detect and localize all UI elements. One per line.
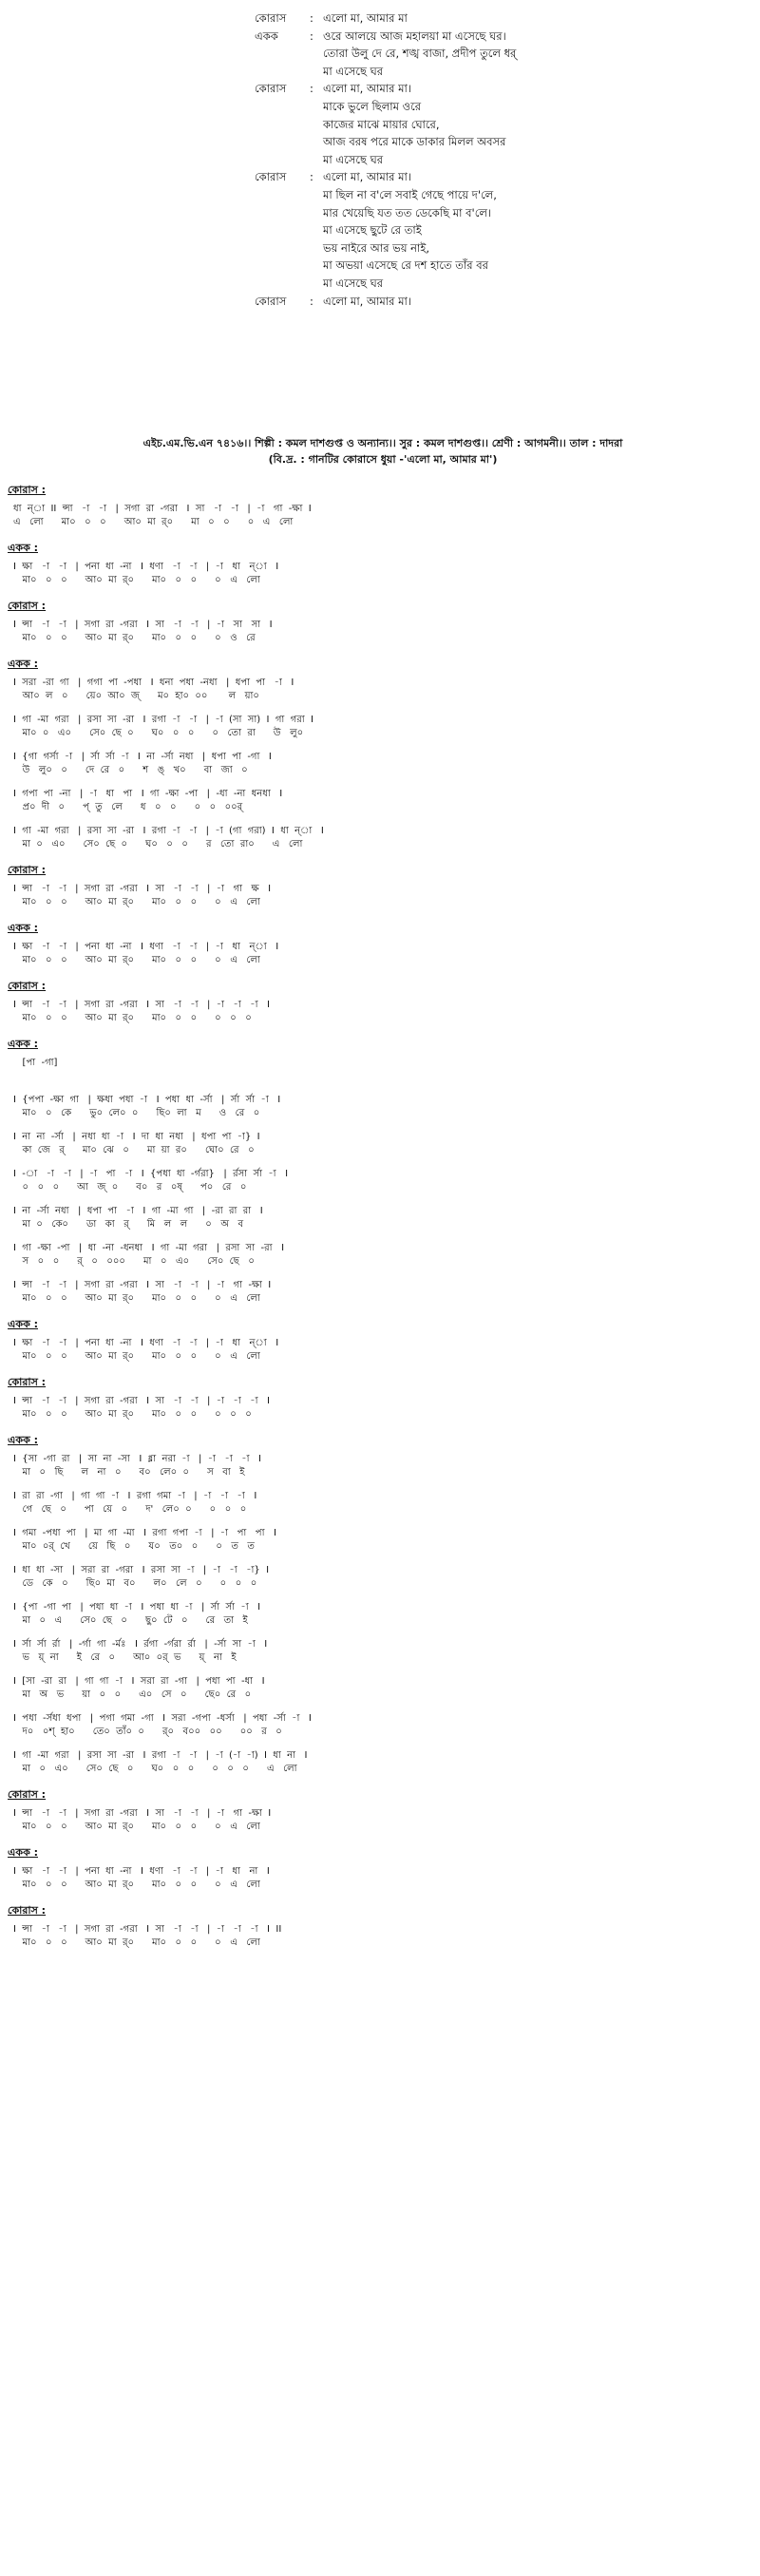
notation-section: [0, 599, 760, 645]
lyrics-separator: :: [310, 11, 314, 25]
swara-line: I {গা গর্সা -া | র্সা র্সা -া I না -র্সা নধা | ধপা পা -গা I: [13, 752, 272, 762]
notation-row: [13, 713, 745, 740]
notation-row: [13, 1864, 745, 1892]
notation-row: [13, 1526, 745, 1554]
notation-row: [13, 1452, 745, 1479]
lyrics-lines: [323, 80, 730, 168]
swara-line: I ন্সা -া -া | সগা রা -গরা I সা -া -া | -া গা -ক্ষা I: [13, 1280, 272, 1290]
section-label: একক :: [8, 922, 38, 934]
notation-row: [13, 1204, 745, 1231]
swara-line: I গা -মা গরা | রসা সা -রা I রগা -া -া | -া (-া -া) I ধা না I: [13, 1750, 308, 1761]
swara-line: I {সা -গা রা | সা না -সা I ধ্না নরা -া | -া -া -া I: [13, 1454, 261, 1464]
swara-line: I ক্ষা -া -া | পনা ধা -না I ধণা -া -া | -া ধা ন্া I: [13, 562, 279, 572]
lyric-syllable-line: মা০ ০ ০ আ০ মা র্‌০ মা০ ০ ০ ০ এ লো: [13, 1937, 260, 1948]
notation-sections: [0, 483, 760, 1961]
section-label: একক :: [8, 658, 38, 670]
lyrics-line: ভয় নাইরে আর ভয় নাই,: [323, 240, 430, 255]
lyric-syllable-line: কা জে র্‌ মা০ ঝে ০ মা য়া র০ ঘো০ রে ০: [13, 1145, 255, 1155]
lyrics-line: এলো মা, আমার মা।: [323, 170, 411, 184]
section-label: কোরাস :: [8, 980, 47, 992]
notation-row: [13, 1806, 745, 1834]
lyrics-stanza: [255, 293, 730, 311]
notation-section: [0, 921, 760, 967]
notation-section: [0, 1903, 760, 1950]
lyric-syllable-line: স ০ ০ র্‌ ০ ০০০ মা ০ এ০ সে০ ছে ০: [13, 1256, 255, 1267]
lyrics-separator: :: [310, 294, 314, 308]
lyrics-stanza: [255, 80, 730, 168]
notation-row: [13, 1489, 745, 1517]
swara-line: I গা -ক্ষা -পা | ধা -না -ধনধা I গা -মা গরা | রসা সা -রা I: [13, 1243, 285, 1253]
lyric-syllable-line: মা০ ০ ০ আ০ মা র্‌০ মা০ ০ ০ ০ ০ ০: [13, 1013, 252, 1023]
swara-line: I র্সা র্সা র্রা | -র্গা গা -র্মঃ I র্রগা -র্গরা র্রা | -র্সা সা -া I: [13, 1639, 268, 1650]
lyrics-role: কোরাস: [255, 11, 287, 25]
lyric-syllable-line: মা০ ০র্‌ খে য়ে ছি ০ য০ ত০ ০ ০ ত ত: [13, 1541, 255, 1552]
lyrics-line: মা এসেছে ঘর: [323, 276, 384, 290]
swara-line: I গপা পা -না | -া ধা পা I গা -ক্ষা -পা | -ধা -না ধনধা I: [13, 789, 283, 799]
notation-row: [13, 1093, 745, 1120]
lyrics-line: কাজের মাঝে মায়ার ঘোরে,: [323, 117, 440, 131]
lyric-syllable-line: ০ ০ ০ আ জ্‌ ০ ব০ র ০ষ্‌ প০ রে ০: [13, 1182, 247, 1193]
section-label: একক :: [8, 1434, 38, 1446]
notation-section: [0, 1317, 760, 1364]
lyrics-line: তোরা উলু দে রে, শঙ্খ বাজা, প্রদীপ তুলে ধর্‌: [323, 47, 517, 61]
lyrics-separator: :: [310, 29, 314, 43]
lyric-syllable-line: গে ছে ০ পা য়ে ০ দ' লে০ ০ ০ ০ ০: [13, 1504, 247, 1515]
lyric-syllable-line: মা০ ০ ০ আ০ মা র্‌০ মা০ ০ ০ ০ এ লো: [13, 1880, 260, 1890]
swara-line: I ন্সা -া -া | সগা রা -গরা I সা -া -া | -া গা -ক্ষা I: [13, 1808, 272, 1819]
swara-line: I সরা -রা গা | গগা পা -পধা I ধনা পধা -নধা | ধপা পা -া I: [13, 677, 294, 688]
notation-section: [0, 657, 760, 851]
swara-line: I ক্ষা -া -া | পনা ধা -না I ধণা -া -া | -া ধা ন্া I: [13, 1338, 279, 1348]
lyrics-role: কোরাস: [255, 82, 287, 96]
notation-section: [0, 1433, 760, 1776]
song-note-line: (বি.দ্র. : গানটির কোরাসে ধুয়া -'এলো মা, আমার মা'): [268, 453, 498, 466]
lyrics-line: এলো মা, আমার মা।: [323, 82, 411, 96]
notation-section: [0, 1787, 760, 1834]
notation-section: [0, 541, 760, 587]
notation-section: [0, 483, 760, 529]
swara-line: I গা -মা গরা | রসা সা -রা I রগা -া -া | -া (সা সা) I গা গরা I: [13, 715, 314, 725]
lyrics-line: মা এসেছে ঘর: [323, 152, 384, 166]
lyric-syllable-line: মা০ ০ ০ আ০ মা র্‌০ মা০ ০ ০ ০ এ লো: [13, 897, 260, 907]
lyrics-stanza: [255, 168, 730, 292]
lyric-syllable-line: মা০ ০ ০ আ০ মা র্‌০ মা০ ০ ০ ০ ও রে: [13, 633, 256, 643]
song-meta-line: এইচ.এম.ভি.এন ৭৪১৬।। শিল্পী : কমল দাশগুপ্ত ও অন্যান্য।। সুর : কমল দাশগুপ্ত।। শ্রেণী : আগমনী।। তাল : দাদরা: [142, 437, 623, 449]
lyrics-line: মা ছিল না ব'লে সবাই গেছে পায়ে দ'লে,: [323, 187, 497, 201]
notation-row: [13, 1167, 745, 1194]
lyric-syllable-line: মা০ ০ ০ আ০ মা র্‌০ মা০ ০ ০ ০ ০ ০: [13, 1409, 252, 1420]
lyrics-line: মা অভয়া এসেছে রে দশ হাতে তাঁর বর: [323, 258, 488, 273]
notation-row: [13, 1637, 745, 1665]
notation-row: [13, 1922, 745, 1950]
lyric-syllable-line: মা০ ০ কে ভু০ লে০ ০ ছি০ লা ম ও রে ০: [13, 1108, 260, 1118]
swara-line: [পা -গা]: [13, 1058, 58, 1068]
lyrics-line: মা এসেছে ঘর: [323, 64, 384, 78]
swara-line: I {পা -গা পা | পধা ধা -া I পধা ধা -া | র্সা র্সা -া I: [13, 1602, 261, 1612]
notation-row: [13, 618, 745, 645]
notation-row: [13, 1056, 745, 1083]
lyric-syllable-line: [13, 1070, 745, 1083]
lyric-syllable-line: মা ০ কে০ ডা কা র্‌ মি ল ল ০ অ ব: [13, 1219, 244, 1230]
swara-line: I ন্সা -া -া | সগা রা -গরা I সা -া -া | -া -া -া I II: [13, 1924, 282, 1935]
section-label: কোরাস :: [8, 864, 47, 876]
lyrics-line: মাকে ভুলে ছিলাম ওরে: [323, 99, 422, 113]
notation-row: [13, 1748, 745, 1776]
section-label: একক :: [8, 1318, 38, 1330]
lyric-syllable-line: মা ০ ছি ল না ০ ব০ লে০ ০ স বা ই: [13, 1467, 245, 1478]
lyrics-lines: [323, 293, 730, 311]
swara-line: I গমা -পধা পা | মা গা -মা I রগা গপা -া | -া পা পা I: [13, 1528, 276, 1538]
lyric-syllable-line: মা ০ এ সে০ ছে ০ ছু০ টে ০ রে তা ই: [13, 1615, 248, 1626]
lyrics-separator: :: [310, 170, 314, 184]
notation-row: [13, 824, 745, 851]
swara-line: I {পপা -ক্ষা গা | ক্ষধা পধা -া I পধা ধা -র্সা | র্সা র্সা -া I: [13, 1095, 281, 1105]
lyrics-block: [255, 10, 730, 310]
section-label: একক :: [8, 542, 38, 554]
lyric-syllable-line: মা ০ এ০ সে০ ছে ০ ঘ০ ০ ০ র তো রা০ এ লো: [13, 839, 303, 849]
section-label: কোরাস :: [8, 1788, 47, 1801]
notation-row: [13, 1711, 745, 1739]
swara-line: I ন্সা -া -া | সগা রা -গরা I সা -া -া | -া সা সা I: [13, 620, 273, 630]
swara-line: I গা -মা গরা | রসা সা -রা I রগা -া -া | -া (গা গরা) I ধা ন্া I: [13, 826, 324, 836]
lyric-syllable-line: উ লু০ ০ দে রে ০ শ ঙ্‌ খ০ বা জা ০: [13, 765, 248, 775]
lyrics-line: এলো মা, আমার মা: [323, 11, 408, 25]
lyrics-stanza: [255, 10, 730, 28]
lyrics-lines: [323, 28, 730, 81]
lyric-syllable-line: দ০ ০শ্‌ হা০ তে০ তাঁ০ ০ র্‌০ ব০০ ০০ ০০ র ০: [13, 1727, 282, 1737]
lyrics-lines: [323, 10, 730, 28]
lyrics-line: মা এসেছে ছুটে রে তাই: [323, 223, 422, 238]
notation-section: [0, 1375, 760, 1422]
notation-row: [13, 1278, 745, 1306]
notation-row: [13, 676, 745, 703]
swara-line: I [সা -রা রা | গা গা -া I সরা রা -গা | পধা পা -ধা I: [13, 1676, 265, 1687]
swara-line: I ধা ধা -সা | সরা রা -গরা I রসা সা -া | -া -া -া} I: [13, 1565, 270, 1575]
swara-line: I না -র্সা নধা | ধপা পা -া I গা -মা গা | -রা রা রা I: [13, 1206, 263, 1216]
notation-row: [13, 1336, 745, 1364]
notation-row: [13, 1674, 745, 1702]
section-label: কোরাস :: [8, 1904, 47, 1917]
lyrics-separator: :: [310, 82, 314, 96]
swara-line: I ন্সা -া -া | সগা রা -গরা I সা -া -া | -া -া -া I: [13, 1396, 271, 1406]
notation-row: [13, 787, 745, 814]
notation-row: [13, 1130, 745, 1157]
lyric-syllable-line: এ লো মা০ ০ ০ আ০ মা র্‌০ মা ০ ০ ০ এ লো: [13, 517, 294, 527]
lyrics-lines: [323, 168, 730, 292]
notation-row: [13, 1563, 745, 1591]
lyrics-stanza: [255, 28, 730, 81]
swara-line: I ন্সা -া -া | সগা রা -গরা I সা -া -া | -া গা ক্ষ I: [13, 884, 272, 894]
notation-row: [13, 998, 745, 1025]
swara-line: I পধা -র্সধা ধপা | পগা গমা -গা I সরা -গপা -ধর্সা | পধা -র্সা -া I: [13, 1713, 312, 1724]
section-label: কোরাস :: [8, 1376, 47, 1388]
section-label: একক :: [8, 1038, 38, 1050]
lyrics-line: মার খেয়েছি যত তত ডেকেছি মা ব'লে।: [323, 205, 492, 219]
lyrics-role: কোরাস: [255, 294, 287, 308]
lyric-syllable-line: মা০ ০ ০ আ০ মা র্‌০ মা০ ০ ০ ০ এ লো: [13, 955, 260, 965]
lyrics-line: ওরে আলয়ে আজ মহালয়া মা এসেছে ঘর।: [323, 29, 506, 43]
notation-row: [13, 560, 745, 587]
section-label: একক :: [8, 1846, 38, 1859]
notation-section: [0, 863, 760, 909]
notation-row: [13, 940, 745, 967]
section-label: কোরাস :: [8, 484, 47, 496]
section-label: কোরাস :: [8, 600, 47, 612]
swara-line: I ন্সা -া -া | সগা রা -গরা I সা -া -া | -া -া -া I: [13, 1000, 271, 1010]
lyric-syllable-line: মা০ ০ ০ আ০ মা র্‌০ মা০ ০ ০ ০ এ লো: [13, 1293, 260, 1304]
lyric-syllable-line: ডে কে ০ ছি০ মা ব০ ল০ লে ০ ০ ০ ০: [13, 1578, 257, 1589]
swara-line: I ক্ষা -া -া | পনা ধা -না I ধণা -া -া | -া ধা ন্া I: [13, 942, 279, 952]
lyric-syllable-line: মা ০ এ০ সে০ ছে ০ ঘ০ ০ ০ ০ ০ ০ এ লো: [13, 1764, 297, 1774]
notation-section: [0, 1037, 760, 1306]
swara-line: ধা ন্া II ন্সা -া -া | সগা রা -গরা I সা -া -া | -া গা -ক্ষা I: [13, 504, 312, 514]
lyric-syllable-line: প্র০ দী ০ প্‌ তু লে ধ ০ ০ ০ ০ ০০র্‌: [22, 802, 243, 812]
lyric-syllable-line: মা০ ০ এ০ সে০ ছে ০ ঘ০ ০ ০ ০ তো রা উ লু০: [13, 728, 304, 738]
notation-row: [13, 882, 745, 909]
lyric-syllable-line: ভ য়্‌ না ই রে ০ আ০ ০র্‌ ভ য়্‌ না ই: [13, 1652, 237, 1663]
swara-line: I -া -া -া | -া পা -া I {পধা ধা -র্গরা} | র্রসা র্সা -া I: [13, 1169, 289, 1179]
lyric-syllable-line: আ০ ল ০ য়ে০ আ০ জ্‌ ম০ হা০ ০০ ল য়া০: [13, 691, 259, 701]
lyric-syllable-line: মা অ ভ য়া ০ ০ এ০ সে ০ ছে০ রে ০: [13, 1689, 252, 1700]
swara-line: I রা রা -গা | গা গা -া I রগা গমা -া | -া -া -া I: [13, 1491, 257, 1501]
notation-section: [0, 979, 760, 1025]
lyric-syllable-line: মা০ ০ ০ আ০ মা র্‌০ মা০ ০ ০ ০ এ লো: [13, 1351, 260, 1362]
lyrics-line: এলো মা, আমার মা।: [323, 294, 411, 308]
lyric-syllable-line: মা০ ০ ০ আ০ মা র্‌০ মা০ ০ ০ ০ এ লো: [13, 1822, 260, 1832]
notation-row: [13, 1600, 745, 1628]
lyrics-line: আজ বরষ পরে মাকে ডাকার মিলল অবসর: [323, 135, 506, 149]
notation-section: [0, 1845, 760, 1892]
notation-row: [13, 750, 745, 777]
song-meta: [17, 435, 749, 467]
swara-line: I না না -র্সা | নধা ধা -া I দা ধা নধা | ধপা পা -া} I: [13, 1132, 260, 1142]
swara-line: I ক্ষা -া -া | পনা ধা -না I ধণা -া -া | -া ধা না I: [13, 1866, 270, 1877]
notation-row: [13, 1241, 745, 1269]
lyrics-role: কোরাস: [255, 170, 287, 184]
notation-row: [13, 502, 745, 529]
lyrics-role: একক: [255, 29, 278, 43]
notation-row: [13, 1394, 745, 1422]
lyric-syllable-line: মা০ ০ ০ আ০ মা র্‌০ মা০ ০ ০ ০ এ লো: [13, 575, 260, 585]
